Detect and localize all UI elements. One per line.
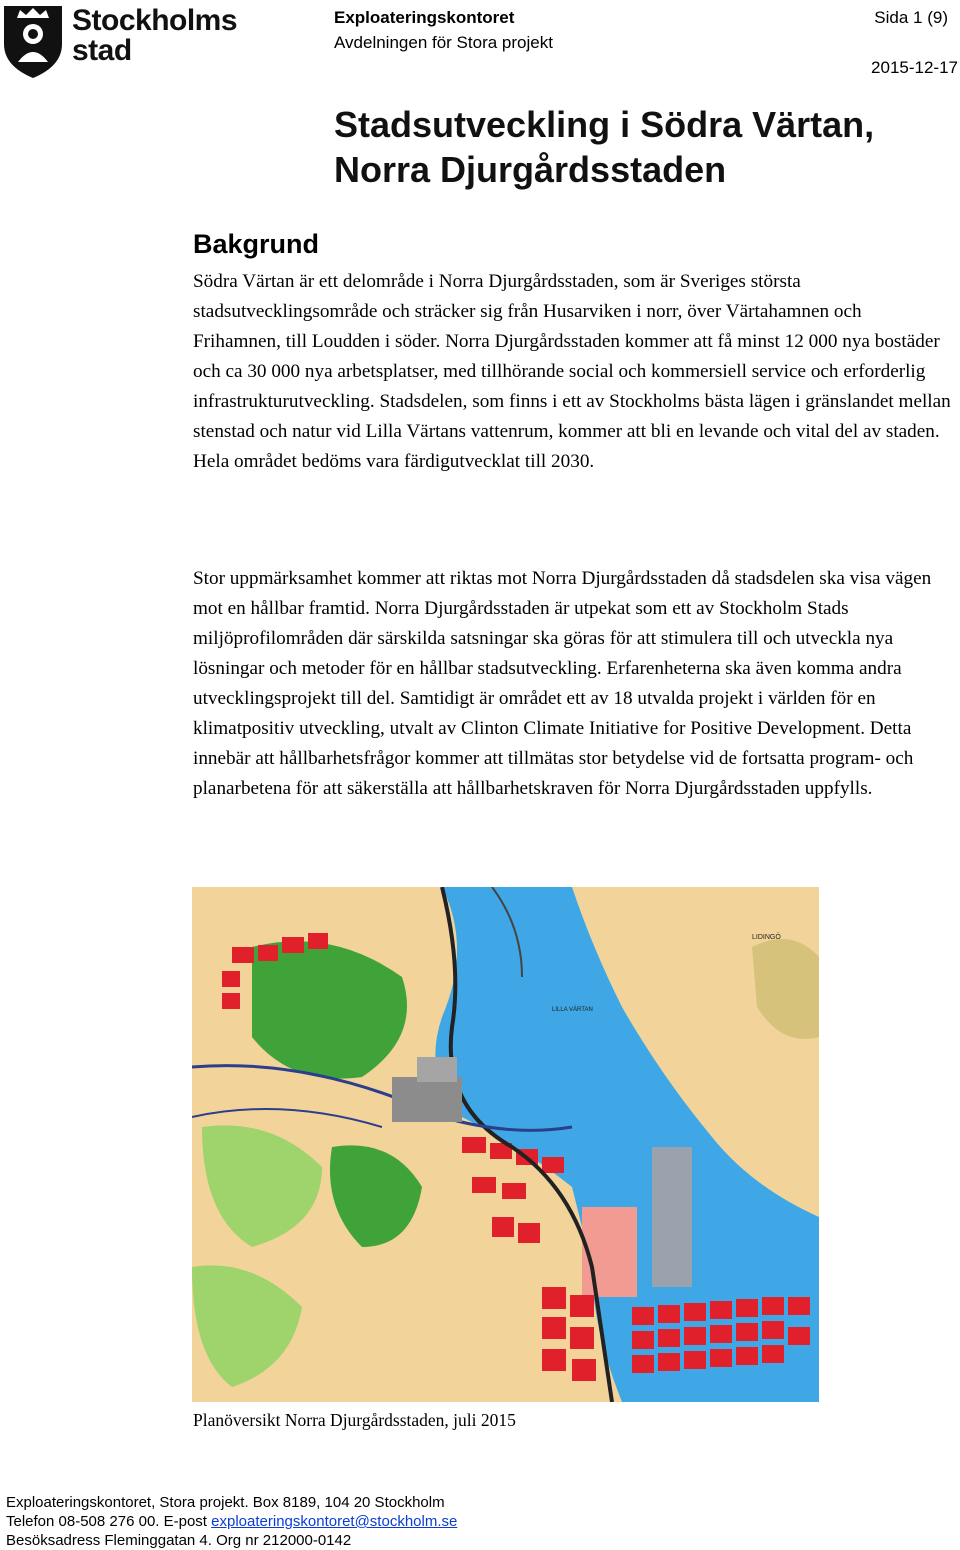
stockholms-stad-logo <box>0 0 238 80</box>
title-line-2: Norra Djurgårdsstaden <box>334 149 727 190</box>
paragraph-1: Södra Värtan är ett delområde i Norra Djurgårdsstaden, som är Sveriges största stadsutvecklingsområde och sträcker sig från Husarviken i norr, över Värtahamnen och Frihamnen, till Loudden i söder. Norra Djurgårdsstaden kommer att få minst 12 000 nya bostäder och ca 30 000 nya arbetsplatser, med tillhörande social och kommersiell service och erforderlig infrastrukturutveckling. Stadsdelen, som finns i ett av Stockholms bästa lägen i gränslandet mellan stenstad och natur vid Lilla Värtans vattenrum, kommer att bli en levande och vital del av staden. Hela området bedöms vara färdigutvecklat till 2030. <box>193 271 951 472</box>
footer-email-link[interactable]: exploateringskontoret@stockholm.se <box>211 1513 458 1530</box>
map-caption: Planöversikt Norra Djurgårdsstaden, juli 2015 <box>193 1410 516 1430</box>
logo-line-2: stad <box>72 34 132 67</box>
footer <box>6 1493 457 1550</box>
section-heading: Bakgrund <box>193 229 320 259</box>
map-label-lilla-vartan: LILLA VÄRTAN <box>552 1007 593 1013</box>
map-image <box>192 887 819 1402</box>
title-line-1: Stadsutveckling i Södra Värtan, <box>334 104 875 145</box>
page-title <box>334 102 944 192</box>
header-department: Exploateringskontoret <box>334 8 515 27</box>
logo-wordmark <box>72 6 237 66</box>
footer-line-2 <box>6 1512 457 1531</box>
logo-line-1: Stockholms <box>72 4 238 37</box>
plan-overview-map <box>192 887 819 1402</box>
footer-line-3: Besöksadress Fleminggatan 4. Org nr 212000-0142 <box>6 1532 352 1549</box>
city-crest-icon <box>0 0 66 80</box>
footer-line-1: Exploateringskontoret, Stora projekt. Box 8189, 104 20 Stockholm <box>6 1494 445 1511</box>
paragraph-2: Stor uppmärksamhet kommer att riktas mot Norra Djurgårdsstaden då stadsdelen ska visa vägen mot en hållbar framtid. Norra Djurgårdsstaden är utpekat som ett av Stockholm Stads miljöprofilområden där särskilda satsningar ska göras för att stimulera till och utveckla nya lösningar och metoder för en hållbar stadsutveckling. Erfarenheterna ska även komma andra utvecklingsprojekt till del. Samtidigt är området ett av 18 utvalda projekt i världen för en klimatpositiv utveckling, utvalt av Clinton Climate Initiative for Positive Development. Detta innebär att hållbarhetsfrågor kommer att tillmätas stor betydelse vid de fortsatta program- och planarbetena för att säkerställa att hållbarhetskraven för Norra Djurgårdsstaden uppfylls. <box>193 568 932 799</box>
page-number: Sida 1 (9) <box>874 8 948 27</box>
header-unit: Avdelningen för Stora projekt <box>334 33 553 52</box>
map-label-lidingo: LIDINGÖ <box>752 934 781 941</box>
footer-phone: Telefon 08-508 276 00. E-post <box>6 1513 212 1530</box>
document-date: 2015-12-17 <box>871 58 958 77</box>
